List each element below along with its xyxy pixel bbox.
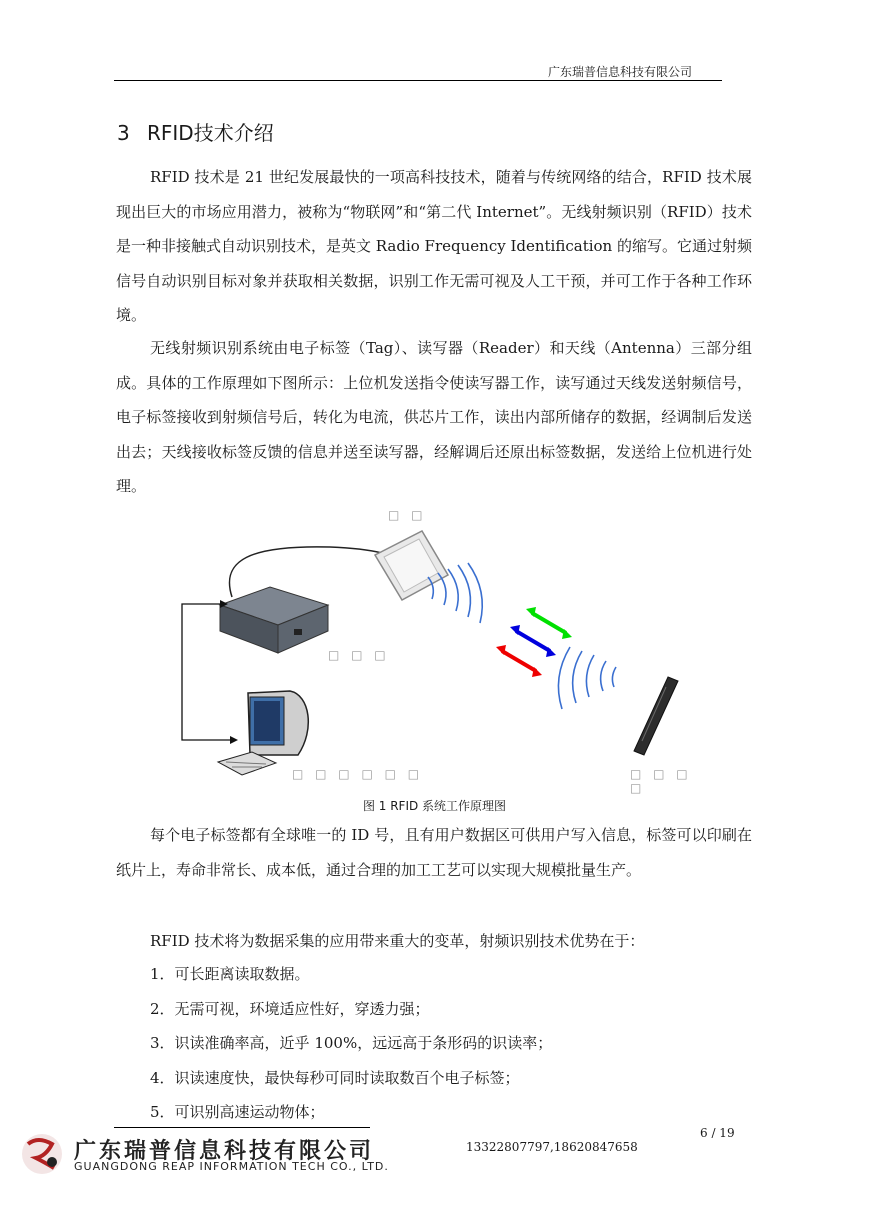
label-tag: □ □ □ □ <box>630 767 692 795</box>
signal-arrow-green <box>526 607 572 639</box>
antenna-panel-icon <box>375 531 448 600</box>
rfid-diagram-svg <box>170 505 710 790</box>
section-title <box>117 117 274 146</box>
paragraph-advantages: RFID 技术将为数据采集的应用带来重大的变革，射频识别技术优势在于： <box>150 932 645 950</box>
tag-waves <box>558 647 616 709</box>
signal-arrow-red <box>496 645 542 677</box>
signal-arrow-blue <box>510 625 556 657</box>
paragraph-tag-id: 每个电子标签都有全球唯一的 ID 号，且有用户数据区可供用户写入信息，标签可以印刷在纸片上，寿命非常长、成本低，通过合理的加工工艺可以实现大规模批量生产。 <box>116 826 752 879</box>
label-reader: □ □ □ <box>328 648 390 662</box>
rfid-diagram <box>170 505 710 795</box>
header-rule <box>114 80 722 81</box>
paragraph-system: 无线射频识别系统由电子标签（Tag）、读写器（Reader）和天线（Antenna）三部分组成。具体的工作原理如下图所示：上位机发送指令使读写器工作，读写通过天线发送射频信号，电子标签接收到射频信号后，转化为电流，供芯片工作，读出内部所储存的数据，经调制后发送出去；天线接收标签反馈的信息并送至读写器，经解调后还原出标签数据，发送给上位机进行处理。 <box>116 339 752 495</box>
computer-icon <box>218 691 308 775</box>
section-title-text: RFID技术介绍 <box>147 121 274 145</box>
header-company: 广东瑞普信息科技有限公司 <box>548 65 693 79</box>
tag-strip-icon <box>634 677 678 755</box>
label-antenna: □ □ <box>388 508 427 522</box>
logo-chinese: 广东瑞普信息科技有限公司 <box>74 1139 375 1164</box>
list-item: 3．识读准确率高，近乎 100%，远远高于条形码的识读率； <box>150 1034 553 1052</box>
paragraph-intro: RFID 技术是 21 世纪发展最快的一项高科技技术，随着与传统网络的结合，RFID 技术展现出巨大的市场应用潜力，被称为“物联网”和“第二代 Internet”。无线射频识别（RFID）技术是一种非接触式自动识别技术，是英文 Radio Frequency Identification 的缩写。它通过射频信号自动识别目标对象并获取相关数据，识别工作无需可视及人工干预，并可工作于各种工作环境。 <box>116 168 752 324</box>
figure-caption: 图 1 RFID 系统工作原理图 <box>362 799 507 813</box>
phone-numbers: 13322807797,18620847658 <box>466 1140 638 1154</box>
label-computer: □ □ □ □ □ □ <box>292 767 424 781</box>
page-number: 6 / 19 <box>700 1126 735 1140</box>
list-item: 2．无需可视，环境适应性好，穿透力强； <box>150 1000 430 1018</box>
logo-english: GUANGDONG REAP INFORMATION TECH CO., LTD. <box>74 1160 389 1173</box>
list-item: 1．可长距离读取数据。 <box>150 965 310 983</box>
list-item: 4．识读速度快，最快每秒可同时读取数百个电子标签； <box>150 1069 520 1087</box>
footer-rule <box>114 1127 370 1128</box>
list-item: 5．可识别高速运动物体； <box>150 1103 325 1121</box>
reader-device-icon <box>220 587 328 653</box>
antenna-cable <box>229 547 382 597</box>
section-number: 3 <box>117 121 130 145</box>
